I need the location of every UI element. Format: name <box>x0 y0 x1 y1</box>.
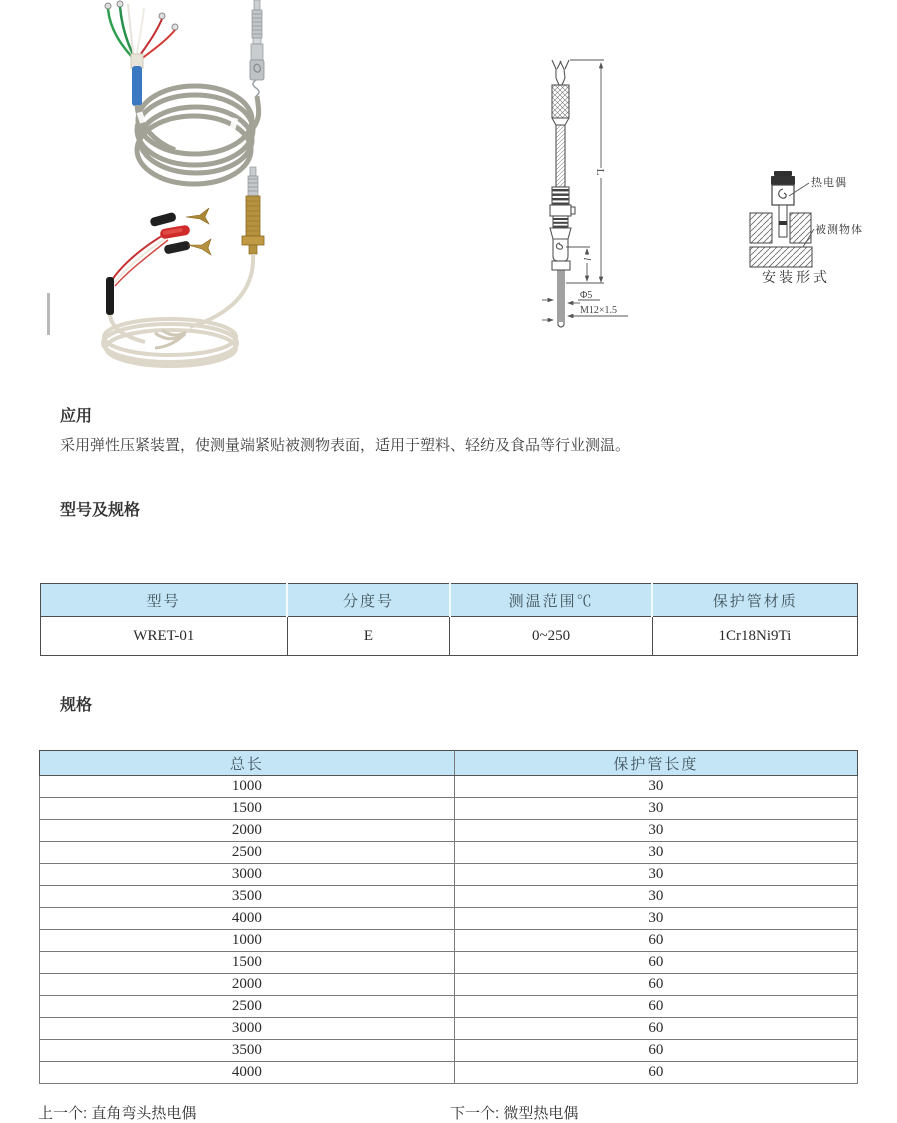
table-cell: 3000 <box>40 1018 455 1040</box>
dim-diameter-label: Φ5 <box>580 290 593 301</box>
model-spec-heading: 型号及规格 <box>60 502 141 519</box>
dimension-labels <box>580 169 617 316</box>
wire-braid-bundle <box>131 54 143 68</box>
installation-diagram <box>745 165 897 290</box>
dimension-drawing <box>540 50 675 340</box>
model-spec-table <box>40 583 858 656</box>
column-header: 保护管材质 <box>652 584 857 617</box>
table-cell: 1000 <box>40 930 455 952</box>
table-row <box>40 974 858 996</box>
table-header-row <box>41 584 858 617</box>
black-sheath <box>106 277 114 315</box>
table-cell: 1500 <box>40 952 455 974</box>
dim-l-label: l <box>581 257 592 261</box>
table-cell: 30 <box>454 776 857 798</box>
table-row <box>41 617 858 656</box>
table-cell: 3500 <box>40 1040 455 1062</box>
cable <box>190 254 253 327</box>
table-cell: 60 <box>454 1062 857 1084</box>
table-row <box>40 886 858 908</box>
measured-object-label: 被测物体 <box>815 224 863 236</box>
column-header: 保护管长度 <box>454 751 857 776</box>
installation-caption: 安装形式 <box>762 271 830 286</box>
dim-thread-label: M12×1.5 <box>580 305 618 316</box>
table-cell: 60 <box>454 1040 857 1062</box>
table-row <box>40 1040 858 1062</box>
table-cell: 30 <box>454 864 857 886</box>
table-cell: 3500 <box>40 886 455 908</box>
table-row <box>40 996 858 1018</box>
table-row <box>40 952 858 974</box>
table-cell: 0~250 <box>450 617 653 656</box>
column-header: 总长 <box>40 751 455 776</box>
table-cell: 60 <box>454 974 857 996</box>
table-cell: 30 <box>454 820 857 842</box>
table-cell: 2000 <box>40 820 455 842</box>
spec-heading: 规格 <box>60 697 93 714</box>
next-product-link[interactable]: 下一个: 微型热电偶 <box>450 1105 579 1122</box>
thermocouple-label: 热电偶 <box>811 177 847 189</box>
table-cell: E <box>287 617 450 656</box>
table-cell: 2500 <box>40 842 455 864</box>
table-cell: 30 <box>454 842 857 864</box>
table-cell: 30 <box>454 798 857 820</box>
coil-knot <box>155 330 186 348</box>
brass-probe <box>242 167 264 254</box>
table-row <box>40 776 858 798</box>
table-cell: 60 <box>454 1018 857 1040</box>
table-cell: 1500 <box>40 798 455 820</box>
table-row <box>40 864 858 886</box>
table-cell: 1000 <box>40 776 455 798</box>
table-row <box>40 908 858 930</box>
table-cell: 3000 <box>40 864 455 886</box>
application-heading: 应用 <box>60 408 93 425</box>
product-gallery <box>0 0 897 395</box>
table-cell: 30 <box>454 886 857 908</box>
blue-sheath <box>132 66 142 106</box>
table-cell: 4000 <box>40 908 455 930</box>
image-edge-artifact <box>47 293 50 335</box>
table-cell: 4000 <box>40 1062 455 1084</box>
prev-product-link[interactable]: 上一个: 直角弯头热电偶 <box>38 1105 197 1122</box>
dim-L-label: L <box>594 168 606 176</box>
table-row <box>40 1018 858 1040</box>
stainless-probe <box>250 0 264 96</box>
table-cell: 1Cr18Ni9Ti <box>652 617 857 656</box>
table-row <box>40 842 858 864</box>
table-cell: 60 <box>454 952 857 974</box>
table-header-row <box>40 751 858 776</box>
column-header: 测温范围℃ <box>450 584 653 617</box>
table-cell: 2500 <box>40 996 455 1018</box>
application-text: 采用弹性压紧装置，使测量端紧贴被测物表面，适用于塑料、轻纺及食品等行业测温。 <box>60 437 631 454</box>
table-cell: 60 <box>454 930 857 952</box>
table-cell: WRET-01 <box>41 617 288 656</box>
table-row <box>40 1062 858 1084</box>
product-photo-brass-probe-thermocouple <box>70 165 270 370</box>
beige-cable-coil <box>103 319 237 366</box>
column-header: 型号 <box>41 584 288 617</box>
column-header: 分度号 <box>287 584 450 617</box>
table-row <box>40 930 858 952</box>
table-cell: 60 <box>454 996 857 1018</box>
length-spec-table <box>39 750 858 1084</box>
lead-wires <box>105 1 178 60</box>
table-cell: 2000 <box>40 974 455 996</box>
table-row <box>40 798 858 820</box>
table-cell: 30 <box>454 908 857 930</box>
table-row <box>40 820 858 842</box>
